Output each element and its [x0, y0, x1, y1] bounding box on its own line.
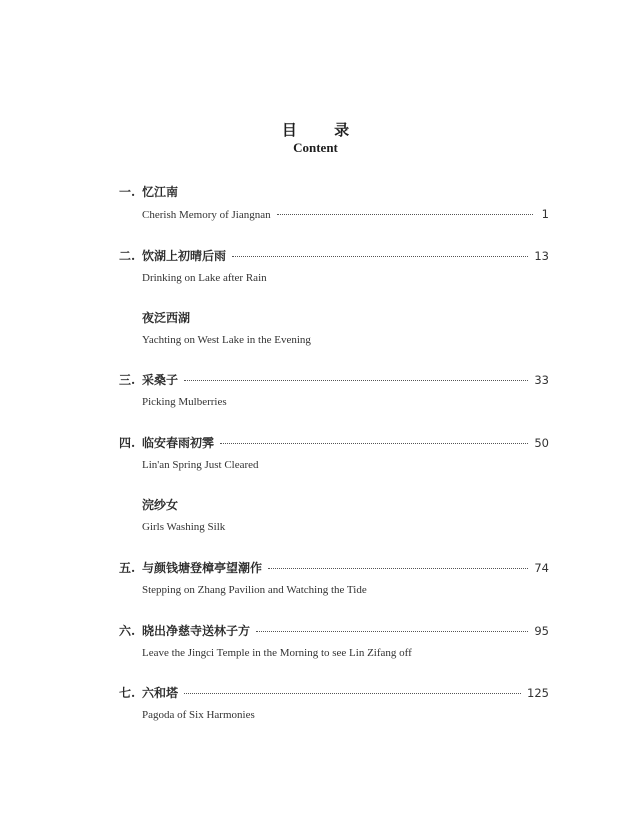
toc-entry[interactable] [119, 685, 549, 723]
entry-page-number: 13 [534, 249, 549, 263]
entry-title-chinese: 饮湖上初晴后雨 [142, 249, 227, 263]
entry-title-english: Yachting on West Lake in the Evening [142, 334, 311, 346]
dot-leader [277, 214, 533, 215]
entry-title-chinese: 浣纱女 [142, 498, 179, 512]
dot-leader [184, 693, 521, 694]
entry-number: 四. [119, 436, 136, 450]
entry-page-number: 125 [527, 686, 549, 700]
entry-page-number: 50 [534, 436, 549, 450]
entry-page-number: 1 [541, 207, 549, 221]
toc-title-chinese: 目 录 [281, 121, 366, 139]
dot-leader [256, 631, 528, 632]
toc-entry[interactable] [119, 372, 549, 410]
entry-page-number: 33 [534, 373, 549, 387]
entry-title-chinese: 与颜钱塘登樟亭望潮作 [142, 561, 263, 575]
toc-entry[interactable] [119, 560, 549, 598]
toc-title-english: Content [293, 140, 338, 155]
dot-leader [184, 380, 528, 381]
entry-number: 一. [119, 185, 136, 199]
entry-number: 三. [119, 373, 136, 387]
toc-entry[interactable] [119, 248, 549, 286]
entry-title-chinese: 临安春雨初霁 [142, 436, 215, 450]
toc-subentry[interactable] [119, 497, 549, 535]
entry-number: 七. [119, 686, 136, 700]
entry-title-english: Cherish Memory of Jiangnan [142, 209, 271, 221]
toc-entry[interactable] [119, 623, 549, 661]
entry-title-english: Stepping on Zhang Pavilion and Watching the Tide [142, 584, 367, 596]
dot-leader [268, 568, 528, 569]
entry-title-english: Picking Mulberries [142, 396, 227, 408]
entry-title-english: Girls Washing Silk [142, 521, 226, 533]
entry-title-chinese: 采桑子 [142, 373, 179, 387]
entry-number: 五. [119, 561, 136, 575]
toc-entry[interactable] [119, 184, 549, 222]
entry-title-chinese: 忆江南 [142, 185, 179, 199]
entry-title-english: Leave the Jingci Temple in the Morning to see Lin Zifang off [142, 647, 412, 659]
entry-title-english: Pagoda of Six Harmonies [142, 709, 255, 721]
entry-title-english: Drinking on Lake after Rain [142, 272, 267, 284]
entry-title-chinese: 夜泛西湖 [142, 311, 191, 325]
entry-page-number: 95 [534, 624, 549, 638]
entry-number: 六. [119, 624, 136, 638]
toc-subentry[interactable] [119, 310, 549, 348]
entry-page-number: 74 [534, 561, 549, 575]
entry-title-chinese: 晓出净慈寺送林子方 [142, 624, 251, 638]
entry-number: 二. [119, 249, 136, 263]
toc-entry[interactable] [119, 435, 549, 473]
dot-leader [220, 443, 528, 444]
dot-leader [232, 256, 528, 257]
entry-title-english: Lin'an Spring Just Cleared [142, 459, 259, 471]
entry-title-chinese: 六和塔 [142, 686, 179, 700]
